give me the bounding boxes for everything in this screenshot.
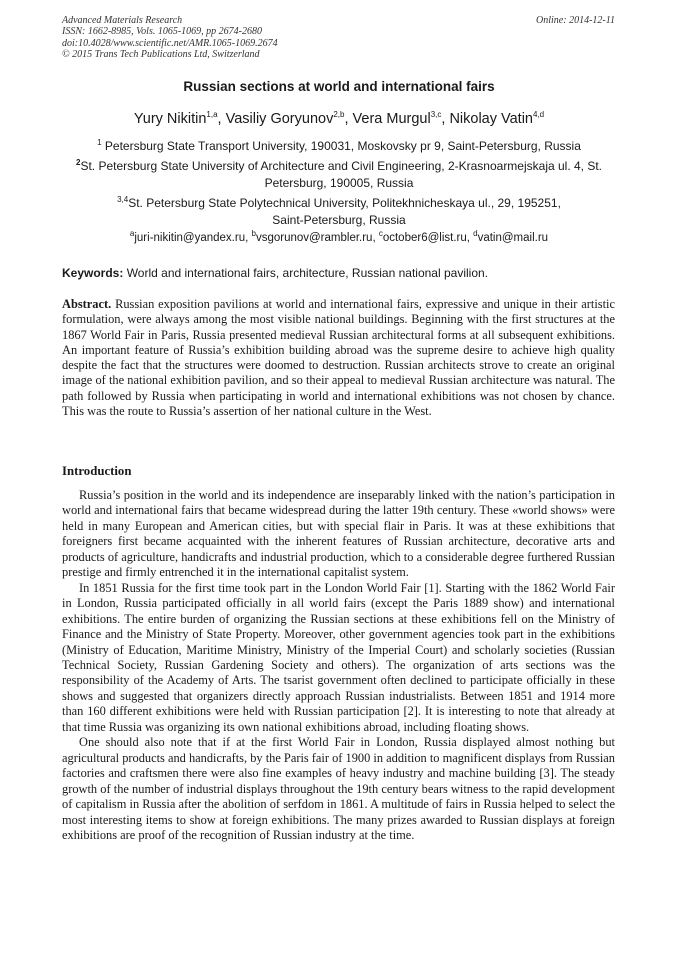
abstract-label: Abstract.: [62, 297, 112, 311]
paper-title: Russian sections at world and international fairs: [183, 79, 495, 94]
author: Vasiliy Goryunov$^{2,b}$,: [225, 110, 353, 127]
affiliation-3: $^{3,4}$St. Petersburg State Polytechnical University, Politekhnicheskaya ul., 29, 195251, Saint-Petersburg, Russia: [117, 195, 561, 227]
keywords: [62, 266, 616, 280]
doi-line: doi:10.4028/www.scientific.net/AMR.1065-1069.2674: [62, 37, 278, 49]
email-a: $^a$juri-nikitin@yandex.ru,: [129, 229, 252, 244]
affiliation-2: $^2$St. Petersburg State University of Architecture and Civil Engineering, 2-Krasnoarmejskaja ul. 4, St. Petersburg, 190005, Russia: [75, 158, 603, 190]
paragraph: In 1851 Russia for the first time took part in the London World Fair [1]. Starting with the 1862 World Fair in London, Russia participated officially in all world fairs (except the Paris 1889 show) and international exhibitions. The entire burden of organizing the Russian sections at these exhibitions fell on the Ministry of Finance and the Ministry of State Property. Moreover, other government agencies took part in the exhibitions (Ministry of Education, Maritime Ministry, Ministry of the Imperial Court) and scholarly societies (Russian Technical Society, Russian Gardening Society and others). The organization of arts sections was the responsibility of the Academy of Arts. The tsarist government often declined to participate officially in these shows and suggested that organizers directly approach Russian industrialists. Between 1851 and 1914 more than 160 different exhibitions were held with Russian participation [2]. It is interesting to note that already at that time Russia was organizing its own national exhibitions abroad, including floating shows.: [62, 580, 615, 734]
email-d: $^d$vatin@mail.ru: [473, 229, 549, 244]
journal-name: Advanced Materials Research: [62, 15, 183, 26]
author-list: [0, 111, 678, 127]
email-list: [62, 229, 616, 244]
section-heading-introduction: Introduction: [62, 464, 132, 478]
introduction-body: [62, 488, 615, 843]
author: Vera Murgul$^{3,c}$,: [352, 110, 450, 127]
abstract-text: Russian exposition pavilions at world and international fairs, expressive and unique in their artistic formulation, were always among the most visible national buildings. Beginning with the first structures at the 1867 World Fair in Paris, Russia presented medieval Russian architectural forms at all subsequent exhibitions. An important feature of Russia’s exhibition building abroad was the supreme desire to achieve high quality despite the fact that the structures were doomed to destruction. Russian architects strove to create an original image of the national exhibition pavilion, and so their appeal to medieval Russian architecture was natural. The path followed by Russia when participating in world and international exhibitions was not chosen by chance. This was the route to Russia’s assertion of her national culture in the West.: [62, 297, 615, 419]
journal-header: [62, 15, 615, 61]
author: Nikolay Vatin$^{4,d}$: [449, 110, 545, 127]
copyright-line: © 2015 Trans Tech Publications Ltd, Switzerland: [62, 49, 260, 61]
email-c: $^c$october6@list.ru,: [378, 229, 474, 244]
online-date: Online: 2014-12-11: [536, 15, 615, 26]
paragraph: One should also note that if at the first World Fair in London, Russia displayed almost nothing but agricultural products and handicrafts, by the Paris fair of 1900 in addition to magnificent displays from Russian factories and craftsmen there were also fine examples of heavy industry and machine building [3]. The steady growth of the number of industrial displays throughout the 19th century bears witness to the rapid development of capitalism in Russia after the abolition of serfdom in 1861. A multitude of fairs in Russia helped to select the most interesting items to show at foreign exhibitions. The many prizes awarded to Russian displays at foreign exhibitions are proof of the recognition of Russian industry at the time.: [62, 735, 615, 842]
author: Yury Nikitin$^{1,a}$,: [133, 110, 226, 127]
issn-line: ISSN: 1662-8985, Vols. 1065-1069, pp 2674-2680: [62, 26, 262, 38]
keywords-label: Keywords:: [62, 266, 124, 280]
abstract: [62, 297, 615, 419]
keywords-text: World and international fairs, architecture, Russian national pavilion.: [123, 266, 488, 280]
paragraph: Russia’s position in the world and its independence are inseparably linked with the nation’s participation in world and international fairs that became widespread during the latter 19th century. These «world shows» were held in many European and American cities, but with special flair in Paris. It was at these exhibitions that foreigners first became acquainted with the inherent features of Russian architecture, decorative arts and products of agriculture, handicrafts and industrial production, which to a considerable degree furthered Russian prestige and firmly entrenched it in the international capitalist system.: [62, 488, 615, 580]
email-b: $^b$vsgorunov@rambler.ru,: [251, 229, 379, 244]
affiliation-1: $^1$ Petersburg State Transport University, 190031, Moskovsky pr 9, Saint-Petersburg, Russia: [97, 138, 581, 153]
